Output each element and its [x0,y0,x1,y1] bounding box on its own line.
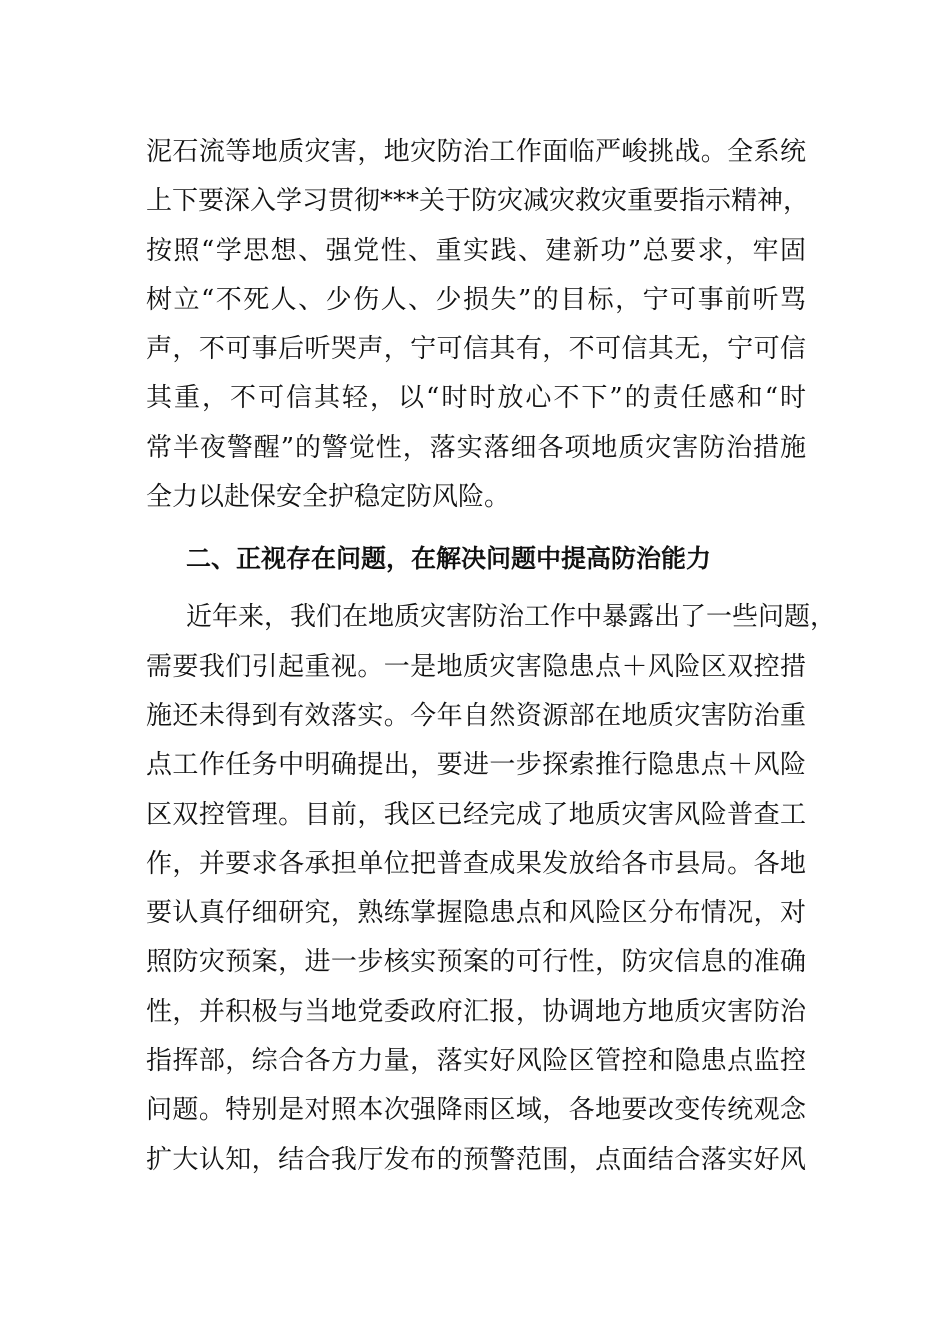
text-line: 性，并积极与当地党委政府汇报，协调地方地质灾害防治 [146,996,806,1027]
paragraph-2 [146,593,837,1185]
section-heading: 二、正视存在问题，在解决问题中提高防治能力 [186,544,712,574]
text-line: 其重，不可信其轻，以“时时放心不下”的责任感和“时 [146,383,806,414]
text-line: 近年来，我们在地质灾害防治工作中暴露出了一些问题， [186,602,837,633]
text-line: 问题。特别是对照本次强降雨区域，各地要改变传统观念 [146,1095,806,1126]
text-line: 要认真仔细研究，熟练掌握隐患点和风险区分布情况，对 [146,898,806,929]
text-line: 常半夜警醒”的警觉性，落实落细各项地质灾害防治措施 [146,432,806,463]
text-line: 区双控管理。目前，我区已经完成了地质灾害风险普查工 [146,799,806,830]
text-line: 作，并要求各承担单位把普查成果发放给各市县局。各地 [146,848,806,879]
text-line: 全力以赴保安全护稳定防风险。 [146,482,511,513]
text-line: 施还未得到有效落实。今年自然资源部在地质灾害防治重 [146,700,806,731]
text-line: 扩大认知，结合我厅发布的预警范围，点面结合落实好风 [146,1144,806,1175]
text-line: 声，不可事后听哭声，宁可信其有，不可信其无，宁可信 [146,334,806,365]
text-line: 树立“不死人、少伤人、少损失”的目标，宁可事前听骂 [146,284,806,315]
text-line: 按照“学思想、强党性、重实践、建新功”总要求，牢固 [146,235,806,266]
text-line: 指挥部，综合各方力量，落实好风险区管控和隐患点监控 [146,1046,806,1077]
text-line: 点工作任务中明确提出，要进一步探索推行隐患点＋风险 [146,750,806,781]
text-line: 需要我们引起重视。一是地质灾害隐患点＋风险区双控措 [146,651,806,682]
text-line: 上下要深入学习贯彻***关于防灾减灾救灾重要指示精神， [146,186,810,217]
text-line: 泥石流等地质灾害，地灾防治工作面临严峻挑战。全系统 [146,137,806,167]
document-body [146,128,837,1185]
paragraph-1 [146,128,810,522]
text-line: 照防灾预案，进一步核实预案的可行性，防灾信息的准确 [146,947,806,978]
